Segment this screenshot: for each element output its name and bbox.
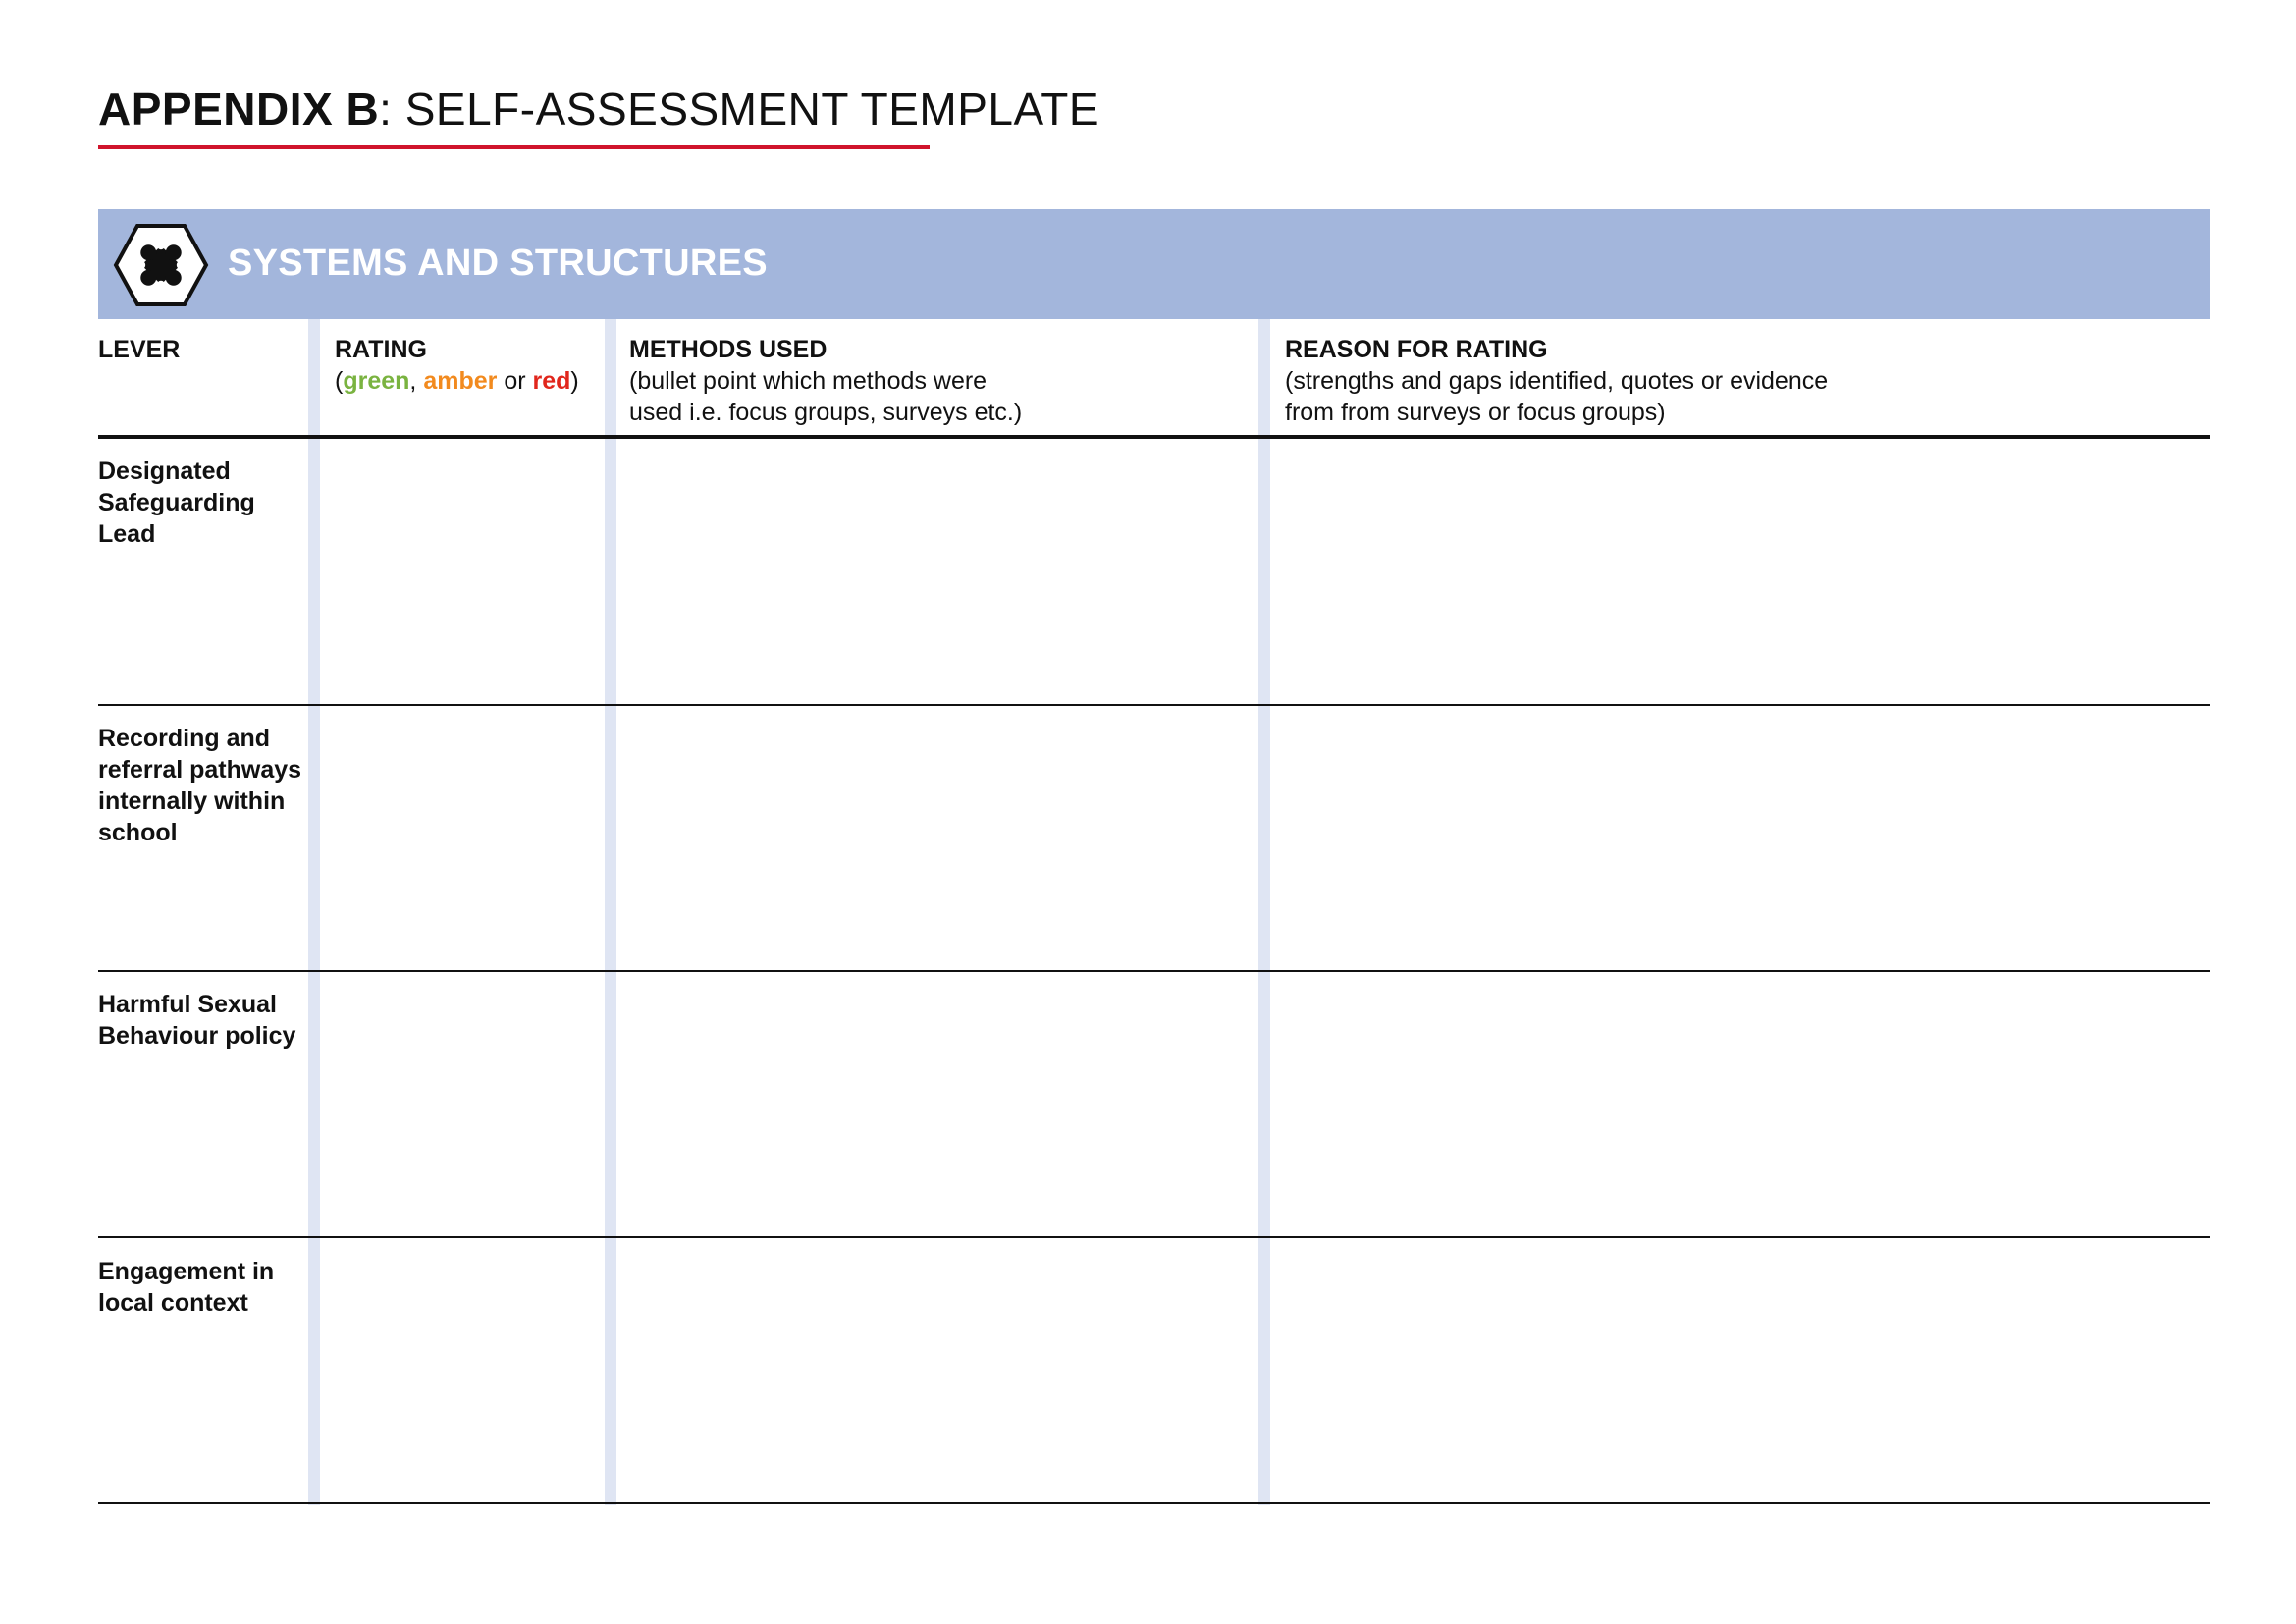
reason-cell[interactable] — [1270, 972, 2210, 1236]
rating-red-label: red — [532, 367, 571, 395]
lever-label-recording-referral-pathways: Recording and referral pathways internally within school — [98, 725, 302, 846]
rating-paren-close: ) — [570, 367, 579, 395]
column-separator-rating-methods — [605, 319, 616, 1505]
lever-label-harmful-sexual-behaviour-policy: Harmful Sexual Behaviour policy — [98, 991, 296, 1050]
title-underline — [98, 145, 930, 149]
puzzle-piece-hexagon-icon — [113, 223, 209, 307]
reason-cell[interactable] — [1270, 706, 2210, 970]
rating-comma: , — [409, 367, 424, 395]
rating-heading: RATING — [335, 336, 427, 363]
appendix-label: APPENDIX B — [98, 83, 380, 135]
column-header-methods — [629, 334, 1022, 428]
methods-subheading-line2: used i.e. focus groups, surveys etc.) — [629, 399, 1023, 426]
page-title — [98, 83, 1100, 135]
rating-amber-label: amber — [423, 367, 498, 395]
rating-green-label: green — [343, 367, 410, 395]
methods-cell[interactable] — [616, 1238, 1258, 1502]
column-separator-lever-rating — [308, 319, 320, 1505]
rating-cell[interactable] — [320, 439, 605, 704]
column-header-lever — [98, 334, 180, 365]
rating-cell[interactable] — [320, 972, 605, 1236]
column-separator-methods-reason — [1258, 319, 1270, 1505]
lever-label-designated-safeguarding-lead: Designated Safeguarding Lead — [98, 458, 255, 548]
methods-cell[interactable] — [616, 972, 1258, 1236]
appendix-title: : SELF-ASSESSMENT TEMPLATE — [379, 83, 1100, 135]
rating-cell[interactable] — [320, 706, 605, 970]
column-header-reason — [1285, 334, 1828, 428]
reason-subheading-line2: from from surveys or focus groups) — [1285, 399, 1666, 426]
column-header-rating — [335, 334, 579, 397]
rating-subheading — [335, 365, 579, 397]
section-banner — [98, 209, 2210, 319]
lever-heading: LEVER — [98, 336, 181, 363]
reason-heading: REASON FOR RATING — [1285, 336, 1548, 363]
methods-cell[interactable] — [616, 439, 1258, 704]
rating-or: or — [497, 367, 533, 395]
table-bottom-rule — [98, 1502, 2210, 1504]
rating-paren-open: ( — [335, 367, 344, 395]
rating-cell[interactable] — [320, 1238, 605, 1502]
reason-subheading-line1: (strengths and gaps identified, quotes or evidence — [1285, 367, 1829, 395]
section-title: SYSTEMS AND STRUCTURES — [228, 243, 768, 284]
reason-cell[interactable] — [1270, 1238, 2210, 1502]
methods-heading: METHODS USED — [629, 336, 828, 363]
lever-label-engagement-in-local-context: Engagement in local context — [98, 1258, 275, 1317]
reason-cell[interactable] — [1270, 439, 2210, 704]
methods-cell[interactable] — [616, 706, 1258, 970]
methods-subheading-line1: (bullet point which methods were — [629, 367, 988, 395]
